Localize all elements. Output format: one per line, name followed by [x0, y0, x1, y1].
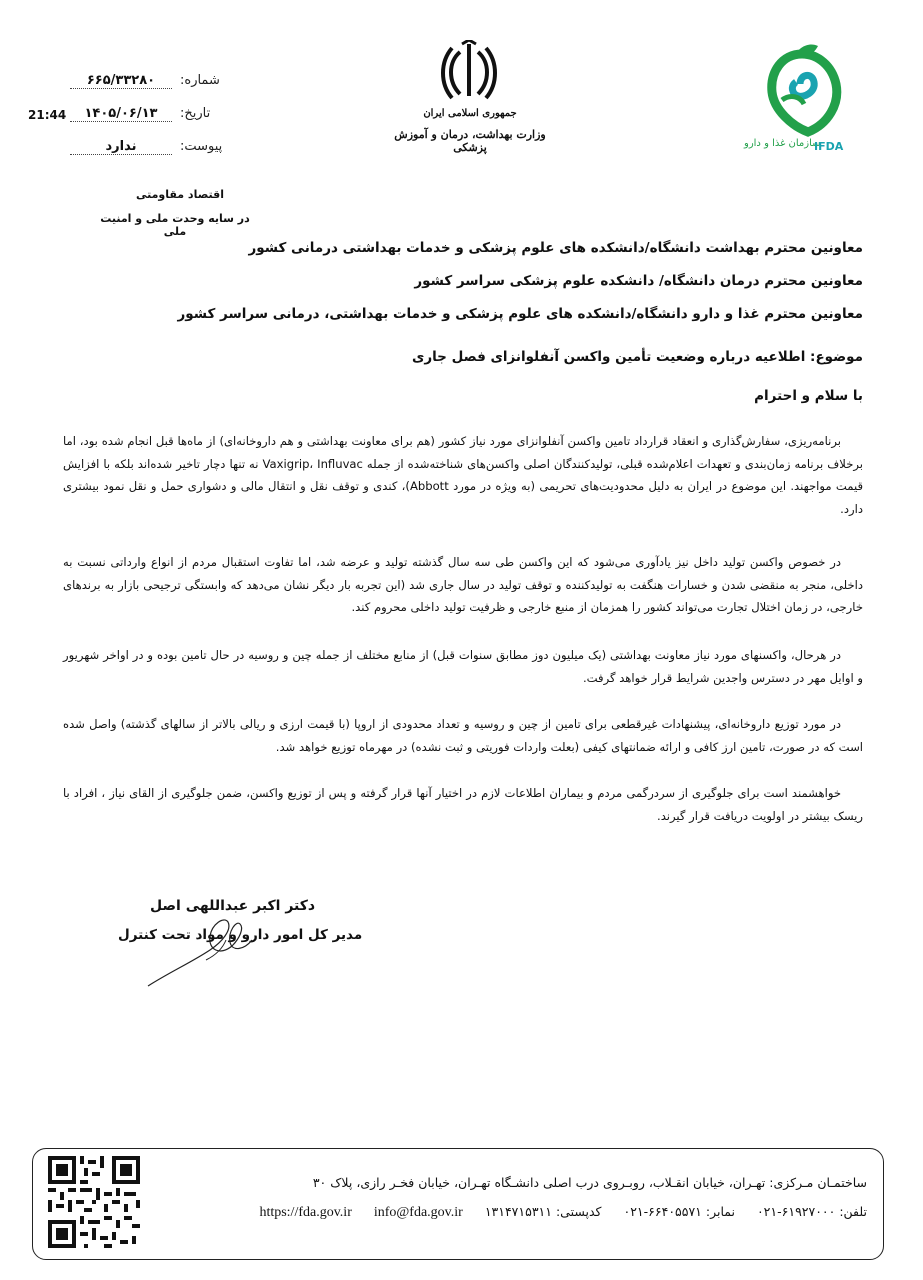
footer-address: ساختمـان مـرکزی: تهـران، خیابان انقـلاب، روبـروی درب اصلی دانشـگاه تهـران، خیابان فخـر رازی، پلاک ۳۰ [312, 1175, 867, 1190]
footer-phone: تلفن: ۶۱۹۲۷۰۰۰-۰۲۱ [756, 1204, 867, 1219]
letter-attachment-row [70, 139, 222, 155]
emblem-line2: وزارت بهداشت، درمان و آموزش پزشکی [394, 128, 546, 154]
letter-attachment-label: پیوست: [180, 139, 223, 154]
ifda-caption: سازمان غذا و دارو [744, 138, 821, 149]
addressee-3: معاونین محترم غذا و دارو دانشگاه/دانشکده های علوم پزشکی و خدمات بهداشتی، درمانی سراسر کشور [177, 306, 863, 322]
letter-date-value: ۱۴۰۵/۰۶/۱۳ [70, 106, 172, 122]
qr-code-icon[interactable] [44, 1152, 144, 1252]
letter-number-label: شماره: [180, 73, 220, 88]
iran-emblem-icon [438, 40, 500, 104]
slogan-line2: در سایه وحدت ملی و امنیت ملی [100, 212, 250, 238]
letter-attachment-value: ندارد [70, 139, 172, 155]
emblem-line1: جمهوری اسلامی ایران [423, 108, 517, 119]
letter-number-row [70, 73, 220, 89]
handwritten-signature [140, 910, 280, 990]
addressee-2: معاونین محترم درمان دانشگاه/ دانشکده علوم پزشکی سراسر کشور [414, 273, 863, 289]
slogan-line1: اقتصاد مقاومتی [135, 188, 225, 201]
footer-contacts [259, 1204, 867, 1221]
body-paragraph-3: در هرحال، واکسنهای مورد نیاز معاونت بهداشتی (یک میلیون دوز مطابق سنوات قبل) از منابع مختلف از جمله چین و روسیه در حال تامین بوده و در اواخر شهریور و اوایل مهر در دسترس واجدین شرایط قرار خواهد گرفت. [63, 648, 863, 685]
body-paragraph-5: خواهشمند است برای جلوگیری از سردرگمی مردم و بیماران اطلاعات لازم در اختیار آنها قرار گرفته و پس از توزیع واکسن، ضمن جلوگیری از القای نیاز ، افراد با ریسک بیشتر در اولویت دریافت قرار گیرند. [63, 786, 863, 823]
signatory-name: دکتر اکبر عبداللهی اصل [150, 898, 316, 914]
footer-postal-code: کدپستی: ۱۳۱۴۷۱۵۳۱۱ [484, 1204, 602, 1219]
letter-number-value: ۶۶۵/۳۳۲۸۰ [70, 73, 172, 89]
addressee-1: معاونین محترم بهداشت دانشگاه/دانشکده های علوم پزشکی و خدمات بهداشتی درمانی کشور [248, 240, 863, 256]
body-paragraph-4: در مورد توزیع داروخانه‌ای، پیشنهادات غیرقطعی برای تامین از چین و روسیه و تعداد محدودی از اروپا (با قیمت ارزی و ریالی بالاتر از سالهای گذشته) واصل شده است که در صورت، تامین ارز کافی و ارائه ضمانتهای کیفی (بعلت واردات فوریتی و ثبت نشده) در مهرماه توزیع خواهد شد. [63, 717, 863, 754]
footer-email-link[interactable]: info@fda.gov.ir [373, 1205, 463, 1220]
letter-greeting: با سلام و احترام [754, 388, 863, 404]
letter-time-value: 21:44 [28, 108, 67, 122]
letter-subject: موضوع: اطلاعیه درباره وضعیت تأمین واکسن آنفلوانزای فصل جاری [411, 349, 863, 365]
body-paragraph-2: در خصوص واکسن تولید داخل نیز یادآوری می‌شود که این واکسن طی سه سال گذشته تولید و عرضه شد، اما تفاوت استقبال مردم از انواع وارداتی نسبت به داخلی، منجر به منقضی شدن و خسارات هنگفت به تولیدکننده و توقف تولید در سال جاری شد (این تجربه بار دیگر نشان می‌دهد که وابستگی ترجیحی بازار به برندهای خارجی، در زمان اختلال تجارت می‌تواند کشور را همزمان از منبع خارجی و ظرفیت تولید داخلی محروم کند. [63, 555, 863, 614]
signatory-title: مدیر کل امور دارو و مواد تحت کنترل [118, 927, 363, 943]
footer-fax: نمابر: ۶۶۴۰۵۵۷۱-۰۲۱ [623, 1204, 735, 1219]
ifda-abbr: IFDA [814, 140, 844, 153]
letter-date-label: تاریخ: [180, 106, 211, 121]
body-paragraph-1: برنامه‌ریزی، سفارش‌گذاری و انعقاد قرارداد تامین واکسن آنفلوانزای مورد نیاز کشور (هم برای معاونت بهداشتی و هم داروخانه‌ای) از ماه‌ها قبل انجام شده بود، اما برخلاف برنامه زمان‌بندی و تعهدات اعلام‌شده قبلی، تولیدکنندگان اصلی واکسن‌های شناخته‌شده از جمله Vaxigrip، Influvac نه تنها دچار تاخیر شده‌اند بلکه با افزایش قیمت مواجهند. این موضوع در ایران به دلیل محدودیت‌های تحریمی (به ویژه در مورد Abbott)، کندی و توقف نقل و انتقال مالی و دشواری حمل و نقل نمود بیشتری دارد. [63, 434, 864, 516]
letter-date-row [70, 106, 210, 122]
footer-website-link[interactable]: https://fda.gov.ir [259, 1205, 352, 1220]
